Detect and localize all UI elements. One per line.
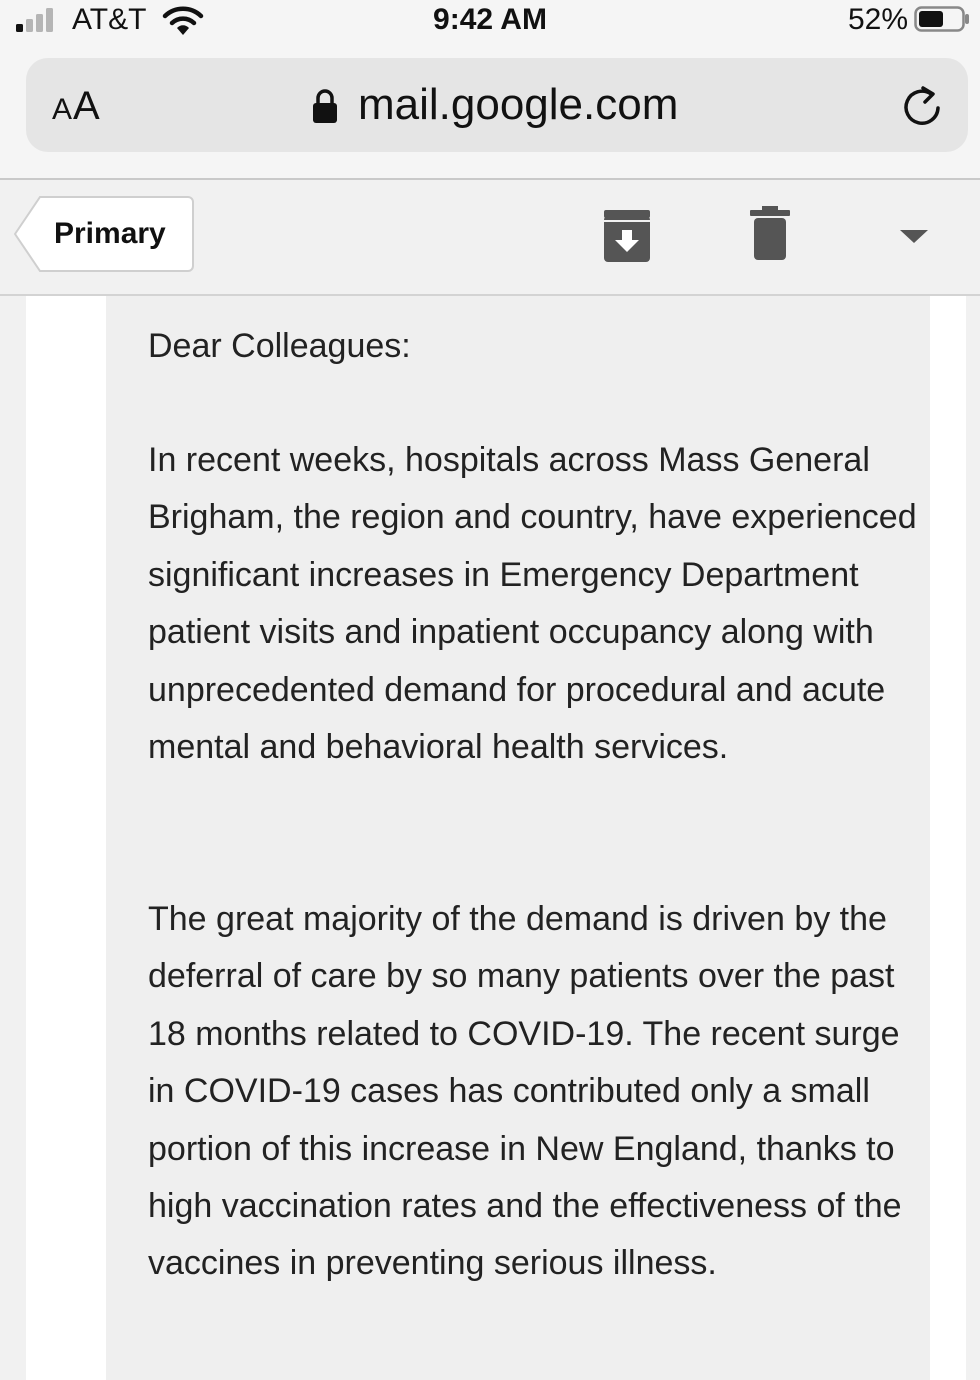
left-gutter — [26, 296, 106, 1380]
trash-icon[interactable] — [748, 206, 792, 260]
email-body — [106, 296, 930, 1380]
back-label: Primary — [54, 217, 166, 250]
clock: 9:42 AM — [433, 3, 547, 36]
battery-icon — [914, 6, 970, 32]
chevron-down-icon[interactable] — [898, 226, 930, 246]
address-bar[interactable] — [26, 58, 968, 152]
carrier-label: AT&T — [72, 3, 147, 36]
email-paragraph-2: The great majority of the demand is driven by the deferral of care by so many patients over the past 18 months related to COVID-19. The recent surge in COVID-19 cases has contributed only a small portion of this increase in New England, thanks to high vaccination rates and the effectiveness of the vaccines in preventing serious illness. — [148, 900, 902, 1283]
email-content-area — [0, 296, 980, 1380]
text-size-small-letter: A — [52, 93, 74, 126]
email-greeting: Dear Colleagues: — [148, 327, 411, 365]
archive-icon[interactable] — [598, 210, 656, 262]
back-to-primary-button[interactable] — [14, 196, 194, 272]
lock-icon — [312, 88, 338, 124]
right-gutter — [930, 296, 966, 1380]
reload-icon[interactable] — [898, 82, 946, 130]
battery-percent: 52% — [847, 3, 908, 36]
mail-toolbar — [0, 180, 980, 294]
text-size-large-letter: A — [73, 84, 101, 128]
email-paragraph-1: In recent weeks, hospitals across Mass General Brigham, the region and country, have experienced significant increases in Emergency Department patient visits and inpatient occupancy along with unprecedented demand for procedural and acute mental and behavioral health services. — [148, 441, 917, 767]
url-domain[interactable]: mail.google.com — [358, 80, 679, 129]
status-bar — [0, 0, 980, 44]
text-size-button[interactable] — [52, 84, 101, 132]
